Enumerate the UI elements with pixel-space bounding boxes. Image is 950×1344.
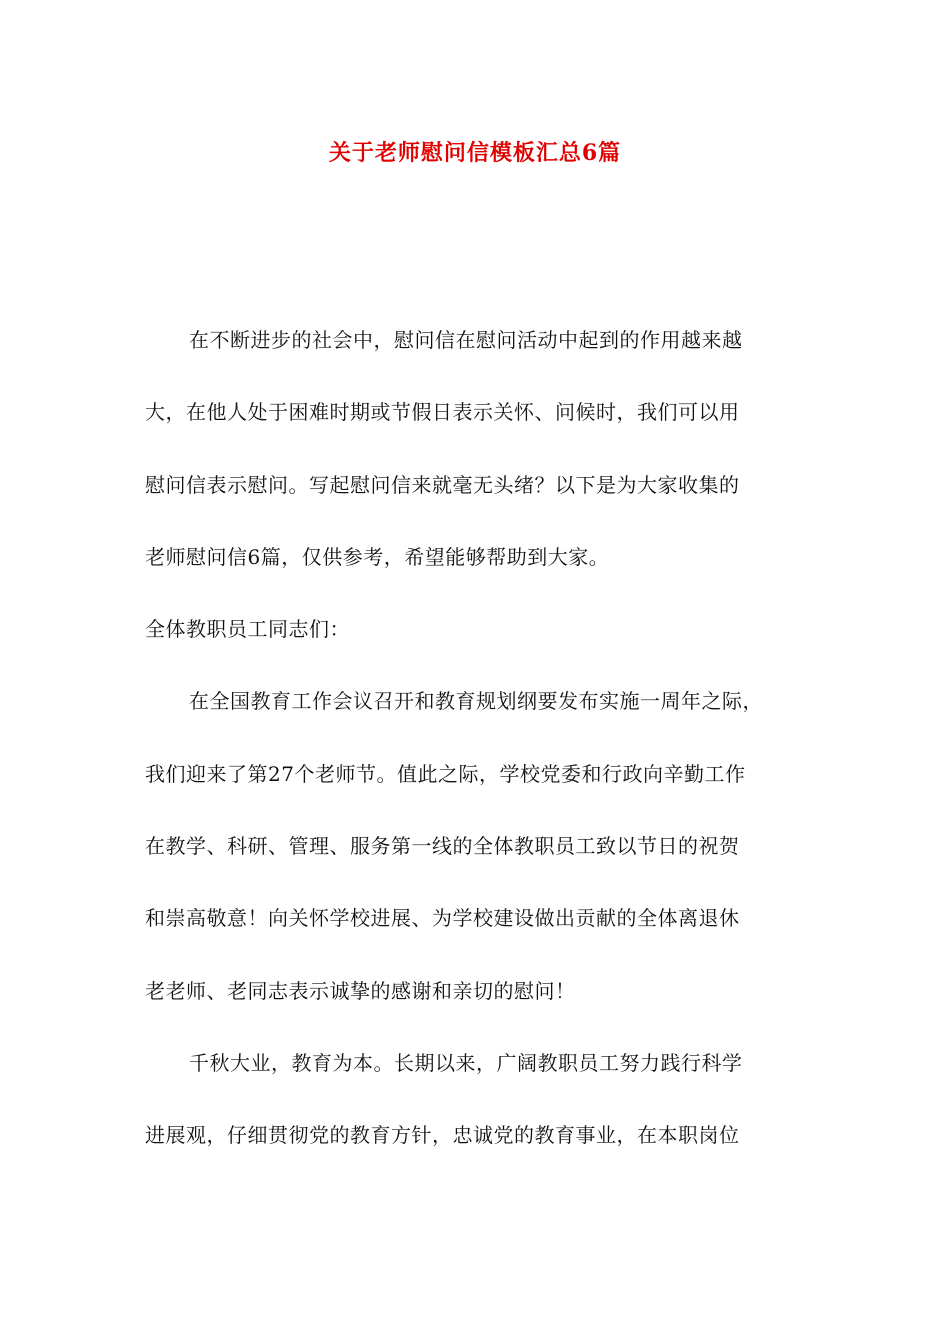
- text-line: 千秋大业，教育为本。长期以来，广阔教职员工努力践行科学: [189, 1050, 743, 1075]
- text-line: 老老师、老同志表示诚挚的感谢和亲切的慰问！: [145, 978, 576, 1003]
- text-line: 老师慰问信6篇，仅供参考，希望能够帮助到大家。: [145, 544, 610, 569]
- text-line: 大，在他人处于困难时期或节假日表示关怀、问候时，我们可以用: [145, 400, 740, 425]
- document-body: [145, 318, 815, 1186]
- document-title: 关于老师慰问信模板汇总6篇: [328, 140, 622, 166]
- text-line: 全体教职员工同志们：: [145, 617, 350, 642]
- text-line: 在不断进步的社会中，慰问信在慰问活动中起到的作用越来越: [189, 328, 743, 352]
- text-line: 进展观，仔细贯彻党的教育方针，忠诚党的教育事业，在本职岗位: [145, 1123, 740, 1148]
- text-line: 在教学、科研、管理、服务第一线的全体教职员工致以节日的祝贺: [145, 834, 740, 859]
- text-line: 和崇高敬意！向关怀学校进展、为学校建设做出贡献的全体离退休: [145, 906, 740, 931]
- text-line: 慰问信表示慰问。写起慰问信来就毫无头绪？以下是为大家收集的: [145, 472, 740, 497]
- text-line: 在全国教育工作会议召开和教育规划纲要发布实施一周年之际，: [189, 689, 763, 714]
- text-line: 我们迎来了第27个老师节。值此之际，学校党委和行政向辛勤工作: [145, 761, 746, 786]
